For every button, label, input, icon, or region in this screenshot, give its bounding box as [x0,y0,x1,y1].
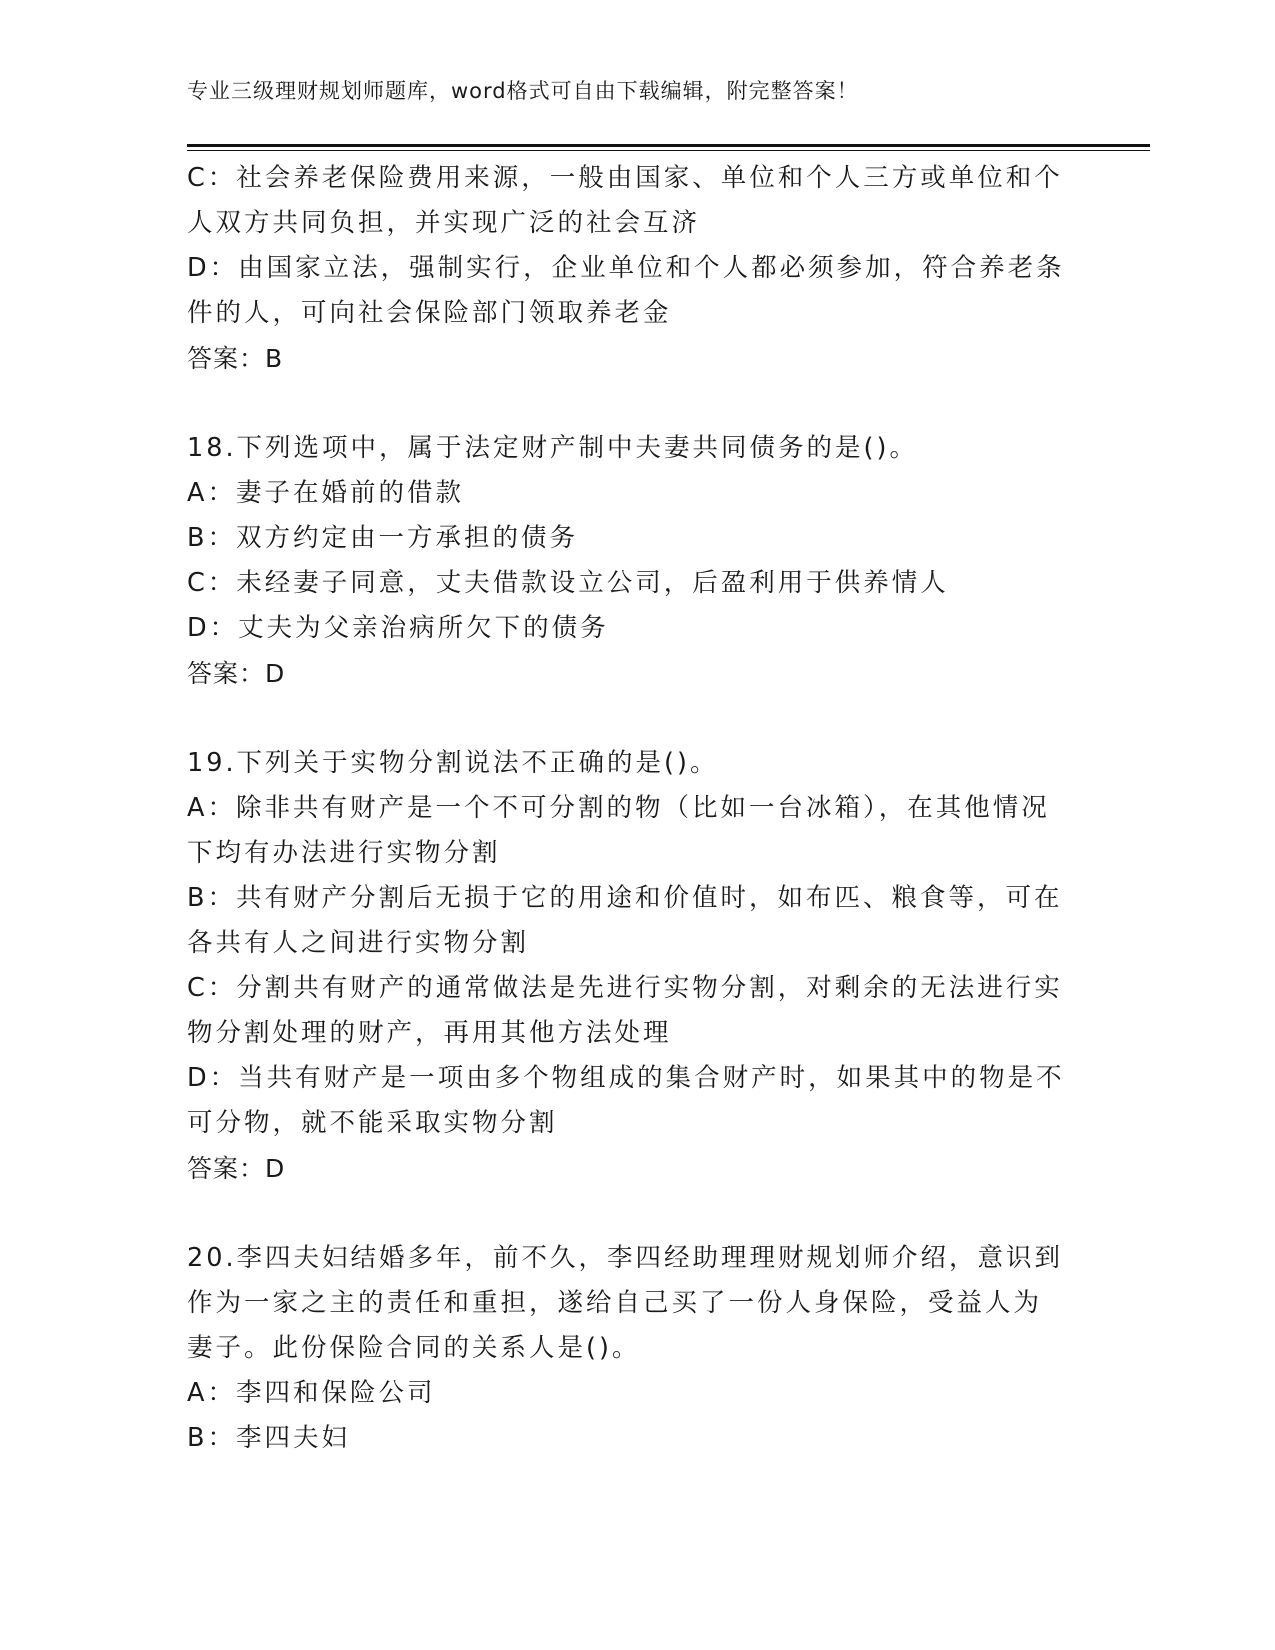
option-c-line-2: 物分割处理的财产，再用其他方法处理 [187,1018,672,1048]
question-18 [187,426,1087,696]
spacer [187,696,1087,741]
page-header: 专业三级理财规划师题库，word格式可自由下载编辑，附完整答案！ [187,79,859,103]
question-content [187,156,1087,1461]
question-text-line-1: 20.李四夫妇结婚多年，前不久，李四经助理理财规划师介绍，意识到 [187,1243,1064,1273]
question-text: 19.下列关于实物分割说法不正确的是()。 [187,748,719,778]
option-d-line-1: D：由国家立法，强制实行，企业单位和个人都必须参加，符合养老条 [187,253,1065,283]
option-d-line-2: 件的人，可向社会保险部门领取养老金 [187,298,672,328]
question-17 [187,156,1087,381]
answer: 答案：B [187,344,284,373]
option-c-line-1: C：社会养老保险费用来源，一般由国家、单位和个人三方或单位和个 [187,163,1063,193]
option-d-line-2: 可分物，就不能采取实物分割 [187,1108,558,1138]
option-b-line-1: B：共有财产分割后无损于它的用途和价值时，如布匹、粮食等，可在 [187,883,1063,913]
option-a: A：妻子在婚前的借款 [187,478,464,508]
spacer [187,1191,1087,1236]
question-text: 18.下列选项中，属于法定财产制中夫妻共同债务的是()。 [187,433,918,463]
option-d: D：丈夫为父亲治病所欠下的债务 [187,613,609,643]
option-b-line-2: 各共有人之间进行实物分割 [187,928,530,958]
question-text-line-3: 妻子。此份保险合同的关系人是()。 [187,1333,641,1363]
answer: 答案：D [187,1154,286,1183]
option-b: B：双方约定由一方承担的债务 [187,523,578,553]
option-c-line-2: 人双方共同负担，并实现广泛的社会互济 [187,208,701,238]
option-b: B：李四夫妇 [187,1423,350,1453]
option-a-line-2: 下均有办法进行实物分割 [187,838,501,868]
option-c-line-1: C：分割共有财产的通常做法是先进行实物分割，对剩余的无法进行实 [187,973,1063,1003]
option-a: A：李四和保险公司 [187,1378,436,1408]
option-d-line-1: D：当共有财产是一项由多个物组成的集合财产时，如果其中的物是不 [187,1063,1065,1093]
header-divider-thin [187,150,1150,151]
spacer [187,381,1087,426]
question-text-line-2: 作为一家之主的责任和重担，遂给自己买了一份人身保险，受益人为 [187,1288,1043,1318]
answer: 答案：D [187,659,286,688]
option-a-line-1: A：除非共有财产是一个不可分割的物（比如一台冰箱），在其他情况 [187,793,1050,823]
question-20 [187,1236,1087,1461]
header-divider-thick [187,144,1150,147]
option-c: C：未经妻子同意，丈夫借款设立公司，后盈利用于供养情人 [187,568,949,598]
question-19 [187,741,1087,1191]
